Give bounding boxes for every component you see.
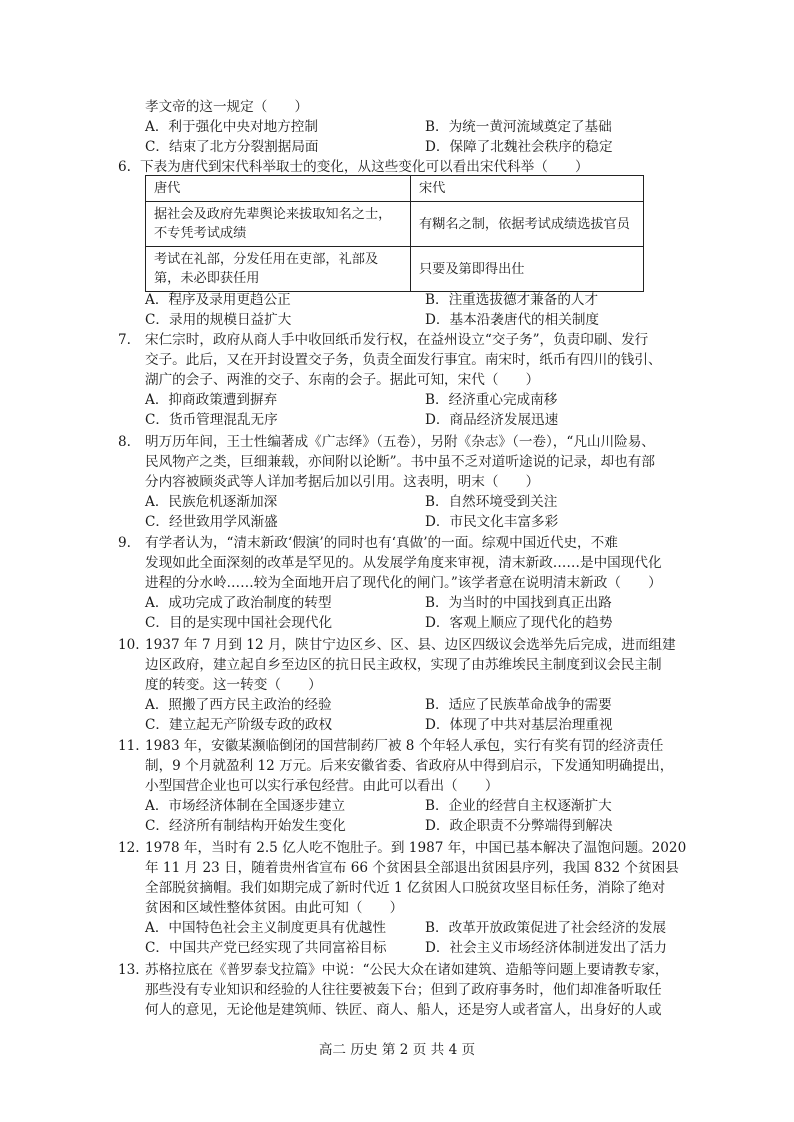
q12-option-a: A．中国特色社会主义制度更具有优越性	[145, 920, 386, 936]
table-header-row	[146, 176, 644, 202]
q12-option-b: B．改革开放政策促进了社会经济的发展	[425, 920, 667, 936]
q11-stem-line: 小型国营企业也可以实行承包经营。由此可以看出（ ）	[145, 778, 499, 794]
q9-number: 9.	[118, 535, 131, 551]
q11-option-a: A．市场经济体制在全国逐步建立	[145, 798, 346, 814]
q8-stem-line: 明万历年间，王士性编著成《广志绎》（五卷），另附《杂志》（一卷），“凡山川险易、	[145, 434, 655, 450]
q11-number: 11.	[118, 738, 140, 754]
q7-option-b: B．经济重心完成南移	[425, 392, 558, 408]
q8-option-c: C．经世致用学风渐盛	[145, 514, 278, 530]
q7-option-c: C．货币管理混乱无序	[145, 412, 278, 428]
q8-option-b: B．自然环境受到关注	[425, 494, 558, 510]
q7-option-a: A．抑商政策遭到摒弃	[145, 392, 278, 408]
table-header-cell: 宋代	[411, 176, 644, 202]
q9-option-c: C．目的是实现中国社会现代化	[145, 615, 333, 631]
q6-option-a: A．程序及录用更趋公正	[145, 292, 291, 308]
q10-stem-line: 1937 年 7 月到 12 月，陕甘宁边区乡、区、县、边区四级议会选举先后完成，进而组建	[145, 637, 676, 653]
q6-option-d: D．基本沿袭唐代的相关制度	[425, 312, 600, 328]
q12-option-d: D．社会主义市场经济体制迸发出了活力	[425, 940, 667, 956]
q12-stem-line: 贫困和区域性整体贫困。由此可知（ ）	[145, 900, 404, 916]
table-cell: 据社会及政府先辈舆论来拔取知名之士，不专凭考试成绩	[146, 202, 411, 247]
q11-option-d: D．政企职责不分弊端得到解决	[425, 818, 613, 834]
q10-option-d: D．体现了中共对基层治理重视	[425, 717, 613, 733]
q9-stem-line: 进程的分水岭……较为全面地开启了现代化的闸门。”该学者意在说明清末新政（ ）	[145, 575, 662, 591]
q9-option-d: D．客观上顺应了现代化的趋势	[425, 615, 613, 631]
q11-stem-line: 1983 年，安徽某濒临倒闭的国营制药厂被 8 个年轻人承包，实行有奖有罚的经济责任	[145, 738, 664, 754]
q6-number: 6.	[118, 159, 131, 175]
table-cell: 只要及第即得出仕	[411, 247, 644, 292]
q13-stem-line: 何人的意见，无论他是建筑师、铁匠、商人、船人，还是穷人或者富人，出身好的人或	[145, 1002, 662, 1018]
q11-option-b: B．企业的经营自主权逐渐扩大	[425, 798, 612, 814]
q10-option-b: B．适应了民族革命战争的需要	[425, 697, 612, 713]
q5-option-b: B．为统一黄河流域奠定了基础	[425, 119, 612, 135]
q10-option-c: C．建立起无产阶级专政的政权	[145, 717, 333, 733]
q8-stem-line: 分内容被顾炎武等人详加考据后加以引用。这表明，明末（ ）	[145, 474, 540, 490]
q12-stem-line: 全部脱贫摘帽。我们如期完成了新时代近 1 亿贫困人口脱贫攻坚目标任务，消除了绝对	[145, 880, 666, 896]
q9-stem-line: 发现如此全面深刻的改革是罕见的。从发展学角度来审视，清末新政……是中国现代化	[145, 555, 662, 571]
q9-option-b: B．为当时的中国找到真正出路	[425, 595, 612, 611]
q5-option-d: D．保障了北魏社会秩序的稳定	[425, 139, 613, 155]
table-row	[146, 247, 644, 292]
q6-stem-line: 下表为唐代到宋代科举取士的变化，从这些变化可以看出宋代科举（ ）	[140, 159, 589, 175]
q8-option-a: A．民族危机逐渐加深	[145, 494, 278, 510]
q13-number: 13.	[118, 962, 140, 978]
q7-stem-line: 湖广的会子、两淮的交子、东南的会子。据此可知，宋代（ ）	[145, 372, 540, 388]
q7-number: 7.	[118, 332, 131, 348]
q13-stem-line: 苏格拉底在《普罗泰戈拉篇》中说：“公民大众在诸如建筑、造船等问题上要请教专家，	[145, 962, 669, 978]
q6-table	[145, 175, 644, 292]
table-cell: 考试在礼部，分发任用在吏部，礼部及第，未必即获任用	[146, 247, 411, 292]
q12-stem-line: 1978 年，当时有 2.5 亿人吃不饱肚子。到 1987 年，中国已基本解决了温饱问题。2020	[145, 840, 687, 856]
q10-number: 10.	[118, 637, 140, 653]
q10-option-a: A．照搬了西方民主政治的经验	[145, 697, 332, 713]
q12-number: 12.	[118, 840, 140, 856]
q9-stem-line: 有学者认为，“清末新政‘假演’的同时也有‘真做’的一面。综观中国近代史，不难	[145, 535, 618, 551]
q8-number: 8.	[118, 434, 131, 450]
q10-stem-line: 度的转变。这一转变（ ）	[145, 677, 322, 693]
q13-stem-line: 那些没有专业知识和经验的人往往要被轰下台；但到了政府事务时，他们却准备听取任	[145, 982, 662, 998]
table-row	[146, 202, 644, 247]
q10-stem-line: 边区政府，建立起自乡至边区的抗日民主政权，实现了由苏维埃民主制度到议会民主制	[145, 657, 662, 673]
q8-option-d: D．市民文化丰富多彩	[425, 514, 559, 530]
q6-option-b: B．注重选拔德才兼备的人才	[425, 292, 599, 308]
q7-stem-line: 交子。此后，又在开封设置交子务，负责全面发行事宜。南宋时，纸币有四川的钱引、	[145, 352, 662, 368]
q7-option-d: D．商品经济发展迅速	[425, 412, 559, 428]
q11-stem-line: 制，9 个月就盈利 12 万元。后来安徽省委、省政府从中得到启示，下发通知明确提出，	[145, 758, 674, 774]
q12-option-c: C．中国共产党已经实现了共同富裕目标	[145, 940, 387, 956]
page-footer: 高二 历史 第 2 页 共 4 页	[318, 1042, 476, 1058]
q9-option-a: A．成功完成了政治制度的转型	[145, 595, 332, 611]
q7-stem-line: 宋仁宗时，政府从商人手中收回纸币发行权，在益州设立“交子务”，负责印刷、发行	[145, 332, 649, 348]
q8-stem-line: 民风物产之类，巨细兼载，亦间附以论断”。书中虽不乏对道听途说的记录，却也有部	[145, 454, 655, 470]
q5-stem-line: 孝文帝的这一规定（ ）	[145, 99, 309, 115]
table-header-cell: 唐代	[146, 176, 411, 202]
q11-option-c: C．经济所有制结构开始发生变化	[145, 818, 346, 834]
q12-stem-line: 年 11 月 23 日，随着贵州省宣布 66 个贫困县全部退出贫困县序列，我国 832 个贫困县	[145, 860, 679, 876]
q6-option-c: C．录用的规模日益扩大	[145, 312, 292, 328]
q5-option-a: A．利于强化中央对地方控制	[145, 119, 318, 135]
table-cell: 有糊名之制，依据考试成绩选拔官员	[411, 202, 644, 247]
q5-option-c: C．结束了北方分裂割据局面	[145, 139, 319, 155]
